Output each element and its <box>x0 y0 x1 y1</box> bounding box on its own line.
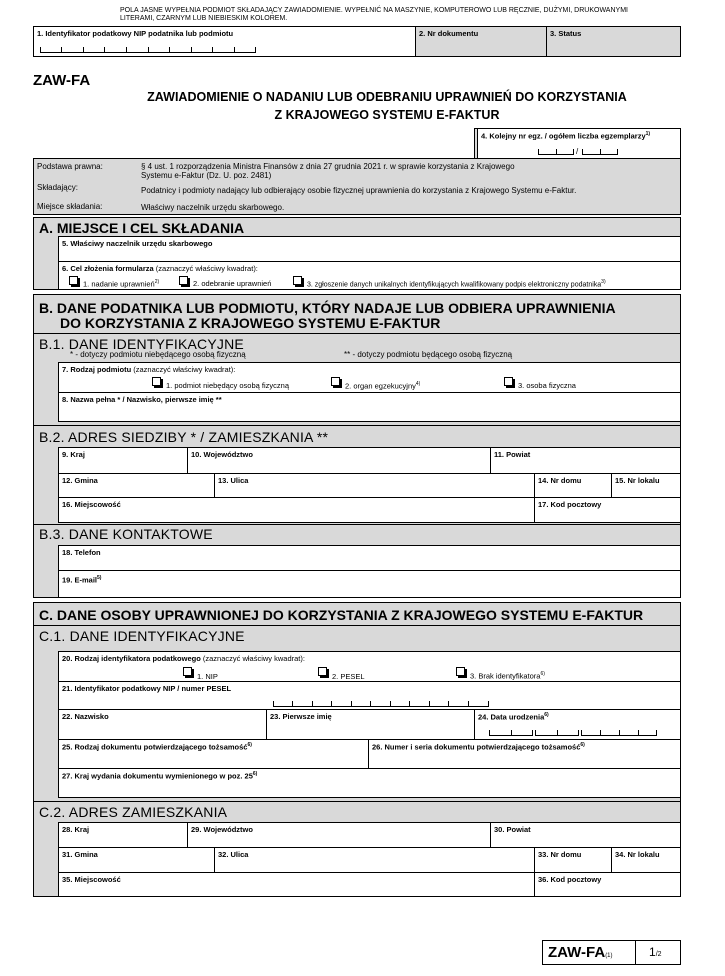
footer-box <box>542 940 681 965</box>
country-label: 9. Kraj <box>62 450 85 459</box>
municipality-label: 12. Gmina <box>62 476 98 485</box>
phone-label: 18. Telefon <box>62 548 101 557</box>
surname-label: 22. Nazwisko <box>62 712 109 721</box>
submission-place-label: Miejsce składania: <box>37 202 103 211</box>
county-label: 11. Powiat <box>494 450 531 459</box>
entity-type-label: 7. Rodzaj podmiotu (zaznaczyć właściwy kwadrat): <box>62 365 236 374</box>
form-code: ZAW-FA <box>33 72 91 89</box>
tax-id-nip-checkbox[interactable] <box>183 667 192 676</box>
apartment-number-field[interactable] <box>611 473 681 498</box>
copy-slash: / <box>576 147 579 156</box>
postal-code-label: 17. Kod pocztowy <box>538 500 602 509</box>
birth-month-ticks <box>535 730 579 736</box>
tax-id-pesel-label: 2. PESEL <box>332 672 365 681</box>
note-legal-entity: * - dotyczy podmiotu niebędącego osobą fizyczną <box>70 350 246 359</box>
id-document-type-label: 25. Rodzaj dokumentu potwierdzającego tożsamość$^{6)}$ <box>62 742 252 752</box>
section-b-divider <box>34 333 680 334</box>
submission-place-text: Właściwy naczelnik urzędu skarbowego. <box>141 203 285 212</box>
tax-id-ticks <box>273 701 489 707</box>
purpose-signature-checkbox[interactable] <box>293 276 302 285</box>
tax-office-field[interactable] <box>58 236 681 262</box>
section-b-title-1: B. DANE PODATNIKA LUB PODMIOTU, KTÓRY NADAJE LUB ODBIERA UPRAWNIENIA <box>39 300 616 316</box>
nip-field-label: 1. Identyfikator podatkowy NIP podatnika lub podmiotu <box>37 29 234 38</box>
copy-number-field[interactable] <box>477 128 681 159</box>
first-name-label: 23. Pierwsze imię <box>270 712 332 721</box>
fill-instruction: POLA JASNE WYPEŁNIA PODMIOT SKŁADAJĄCY ZAWIADOMIENIE. WYPEŁNIĆ NA MASZYNIE, KOMPUTEROWO LUB RĘCZNIE, DUŻYMI, DRUKOWANYMI LITERAMI, CZARNYM LUB NIEBIESKIM KOLOREM. <box>120 7 628 22</box>
first-name-field[interactable] <box>266 709 475 740</box>
entity-person-label: 3. osoba fizyczna <box>518 381 576 390</box>
c-country-field[interactable] <box>58 822 188 848</box>
c-postal-code-label: 36. Kod pocztowy <box>538 875 602 884</box>
c-country-label: 28. Kraj <box>62 825 90 834</box>
email-label: 19. E-mail$^{5)}$ <box>62 575 102 585</box>
legal-basis-label: Podstawa prawna: <box>37 162 103 171</box>
id-document-type-field[interactable] <box>58 739 369 769</box>
purpose-grant-checkbox[interactable] <box>69 276 78 285</box>
tax-id-nip-label: 1. NIP <box>197 672 218 681</box>
footer-page-number: 1/2 <box>649 945 662 959</box>
c-province-field[interactable] <box>187 822 491 848</box>
section-c-title: C. DANE OSOBY UPRAWNIONEJ DO KORZYSTANIA Z KRAJOWEGO SYSTEMU E-FAKTUR <box>39 607 644 623</box>
full-name-label: 8. Nazwa pełna * / Nazwisko, pierwsze imię ** <box>62 395 222 404</box>
entity-enforcement-checkbox[interactable] <box>331 377 340 386</box>
phone-field[interactable] <box>58 545 681 571</box>
submitter-label: Składający: <box>37 183 78 192</box>
c1-title: C.1. DANE IDENTYFIKACYJNE <box>39 628 245 644</box>
legal-basis-text-2: Systemu e-Faktur (Dz. U. poz. 2481) <box>141 171 272 180</box>
status-field <box>546 26 681 57</box>
entity-person-checkbox[interactable] <box>504 377 513 386</box>
purpose-label: 6. Cel złożenia formularza (zaznaczyć właściwy kwadrat): <box>62 264 258 273</box>
postal-code-field[interactable] <box>534 497 681 523</box>
doc-number-label: 2. Nr dokumentu <box>419 29 479 38</box>
county-field[interactable] <box>490 447 681 474</box>
c-city-field[interactable] <box>58 872 535 897</box>
c-street-field[interactable] <box>214 847 535 873</box>
c-postal-code-field[interactable] <box>534 872 681 897</box>
b2-divider <box>34 425 680 426</box>
id-issue-country-label: 27. Kraj wydania dokumentu wymienionego w poz. 25$^{6)}$ <box>62 771 258 781</box>
id-document-number-label: 26. Numer i seria dokumentu potwierdzającego tożsamość$^{6)}$ <box>372 742 585 752</box>
b3-divider <box>34 524 680 525</box>
c-city-label: 35. Miejscowość <box>62 875 121 884</box>
doc-number-field <box>415 26 547 57</box>
apartment-number-label: 15. Nr lokalu <box>615 476 660 485</box>
id-document-number-field[interactable] <box>368 739 681 769</box>
nip-field[interactable] <box>33 26 416 57</box>
birth-date-field[interactable] <box>474 709 681 740</box>
purpose-signature-label: 3. zgłoszenie danych unikalnych identyfikujących kwalifikowany podpis elektroniczny podatnika$^{3)}$ <box>307 279 606 289</box>
purpose-revoke-label: 2. odebranie uprawnień <box>193 279 272 288</box>
section-c-divider <box>34 625 680 626</box>
c-municipality-field[interactable] <box>58 847 215 873</box>
tax-id-type-label: 20. Rodzaj identyfikatora podatkowego (zaznaczyć właściwy kwadrat): <box>62 654 305 663</box>
form-title-line2: Z KRAJOWEGO SYSTEMU E-FAKTUR <box>274 108 500 122</box>
city-label: 16. Miejscowość <box>62 500 121 509</box>
tax-id-number-label: 21. Identyfikator podatkowy NIP / numer PESEL <box>62 684 232 693</box>
legal-basis-text-1: § 4 ust. 1 rozporządzenia Ministra Finansów z dnia 27 grudnia 2021 r. w sprawie korzystania z Krajowego <box>141 162 515 171</box>
footer-divider <box>635 941 636 964</box>
c-apartment-number-field[interactable] <box>611 847 681 873</box>
street-field[interactable] <box>214 473 535 498</box>
entity-legal-label: 1. podmiot niebędący osobą fizyczną <box>166 381 289 390</box>
note-natural-person: ** - dotyczy podmiotu będącego osobą fizyczną <box>344 350 513 359</box>
entity-type-field <box>58 362 681 393</box>
c-municipality-label: 31. Gmina <box>62 850 98 859</box>
city-field[interactable] <box>58 497 535 523</box>
house-number-field[interactable] <box>534 473 612 498</box>
birth-day-ticks <box>489 730 533 736</box>
province-label: 10. Województwo <box>191 450 253 459</box>
c-county-label: 30. Powiat <box>494 825 531 834</box>
nip-ticks <box>40 47 256 53</box>
id-issue-country-field[interactable] <box>58 768 681 798</box>
tax-id-number-field[interactable] <box>58 681 681 710</box>
tax-office-label: 5. Właściwy naczelnik urzędu skarbowego <box>62 239 213 248</box>
b3-title: B.3. DANE KONTAKTOWE <box>39 526 213 542</box>
legal-info-block <box>33 158 681 215</box>
entity-legal-checkbox[interactable] <box>152 377 161 386</box>
c-county-field[interactable] <box>490 822 681 848</box>
c2-title: C.2. ADRES ZAMIESZKANIA <box>39 804 228 820</box>
email-field[interactable] <box>58 570 681 598</box>
entity-enforcement-label: 2. organ egzekucyjny$^{4)}$ <box>345 381 421 391</box>
purpose-revoke-checkbox[interactable] <box>179 276 188 285</box>
purpose-field <box>58 261 681 290</box>
section-a-title: A. MIEJSCE I CEL SKŁADANIA <box>39 220 245 236</box>
c2-divider <box>34 801 680 802</box>
c-house-number-label: 33. Nr domu <box>538 850 582 859</box>
tax-id-none-label: 3. Brak identyfikatora$^{6)}$ <box>470 671 545 681</box>
purpose-grant-label: 1. nadanie uprawnień$^{2)}$ <box>83 279 160 289</box>
c-apartment-number-label: 34. Nr lokalu <box>615 850 660 859</box>
full-name-field[interactable] <box>58 392 681 422</box>
house-number-label: 14. Nr domu <box>538 476 582 485</box>
copy-number-label: 4. Kolejny nr egz. / ogółem liczba egzemplarzy$^{1)}$ <box>481 131 651 141</box>
birth-year-ticks <box>581 730 657 736</box>
birth-date-label: 24. Data urodzenia$^{6)}$ <box>478 712 549 722</box>
street-label: 13. Ulica <box>218 476 249 485</box>
copy-number-ticks <box>538 149 574 155</box>
c-street-label: 32. Ulica <box>218 850 249 859</box>
tax-id-pesel-checkbox[interactable] <box>318 667 327 676</box>
copy-total-ticks <box>582 149 618 155</box>
b2-title: B.2. ADRES SIEDZIBY * / ZAMIESZKANIA ** <box>39 429 329 445</box>
country-field[interactable] <box>58 447 188 474</box>
status-label: 3. Status <box>550 29 582 38</box>
municipality-field[interactable] <box>58 473 215 498</box>
form-title-line1: ZAWIADOMIENIE O NADANIU LUB ODEBRANIU UPRAWNIEŃ DO KORZYSTANIA <box>147 90 627 104</box>
tax-id-none-checkbox[interactable] <box>456 667 465 676</box>
b1-title: B.1. DANE IDENTYFIKACYJNE <box>39 336 244 352</box>
section-b-title-2: DO KORZYSTANIA Z KRAJOWEGO SYSTEMU E-FAKTUR <box>60 315 441 331</box>
surname-field[interactable] <box>58 709 267 740</box>
tax-id-type-field <box>58 651 681 682</box>
submitter-text: Podatnicy i podmioty nadający lub odbierający osobie fizycznej uprawnienia do korzystania z Krajowego Systemu e-Faktur. <box>141 186 577 195</box>
c-province-label: 29. Województwo <box>191 825 253 834</box>
footer-form-code: ZAW-FA(1) <box>548 944 613 961</box>
c-house-number-field[interactable] <box>534 847 612 873</box>
province-field[interactable] <box>187 447 491 474</box>
